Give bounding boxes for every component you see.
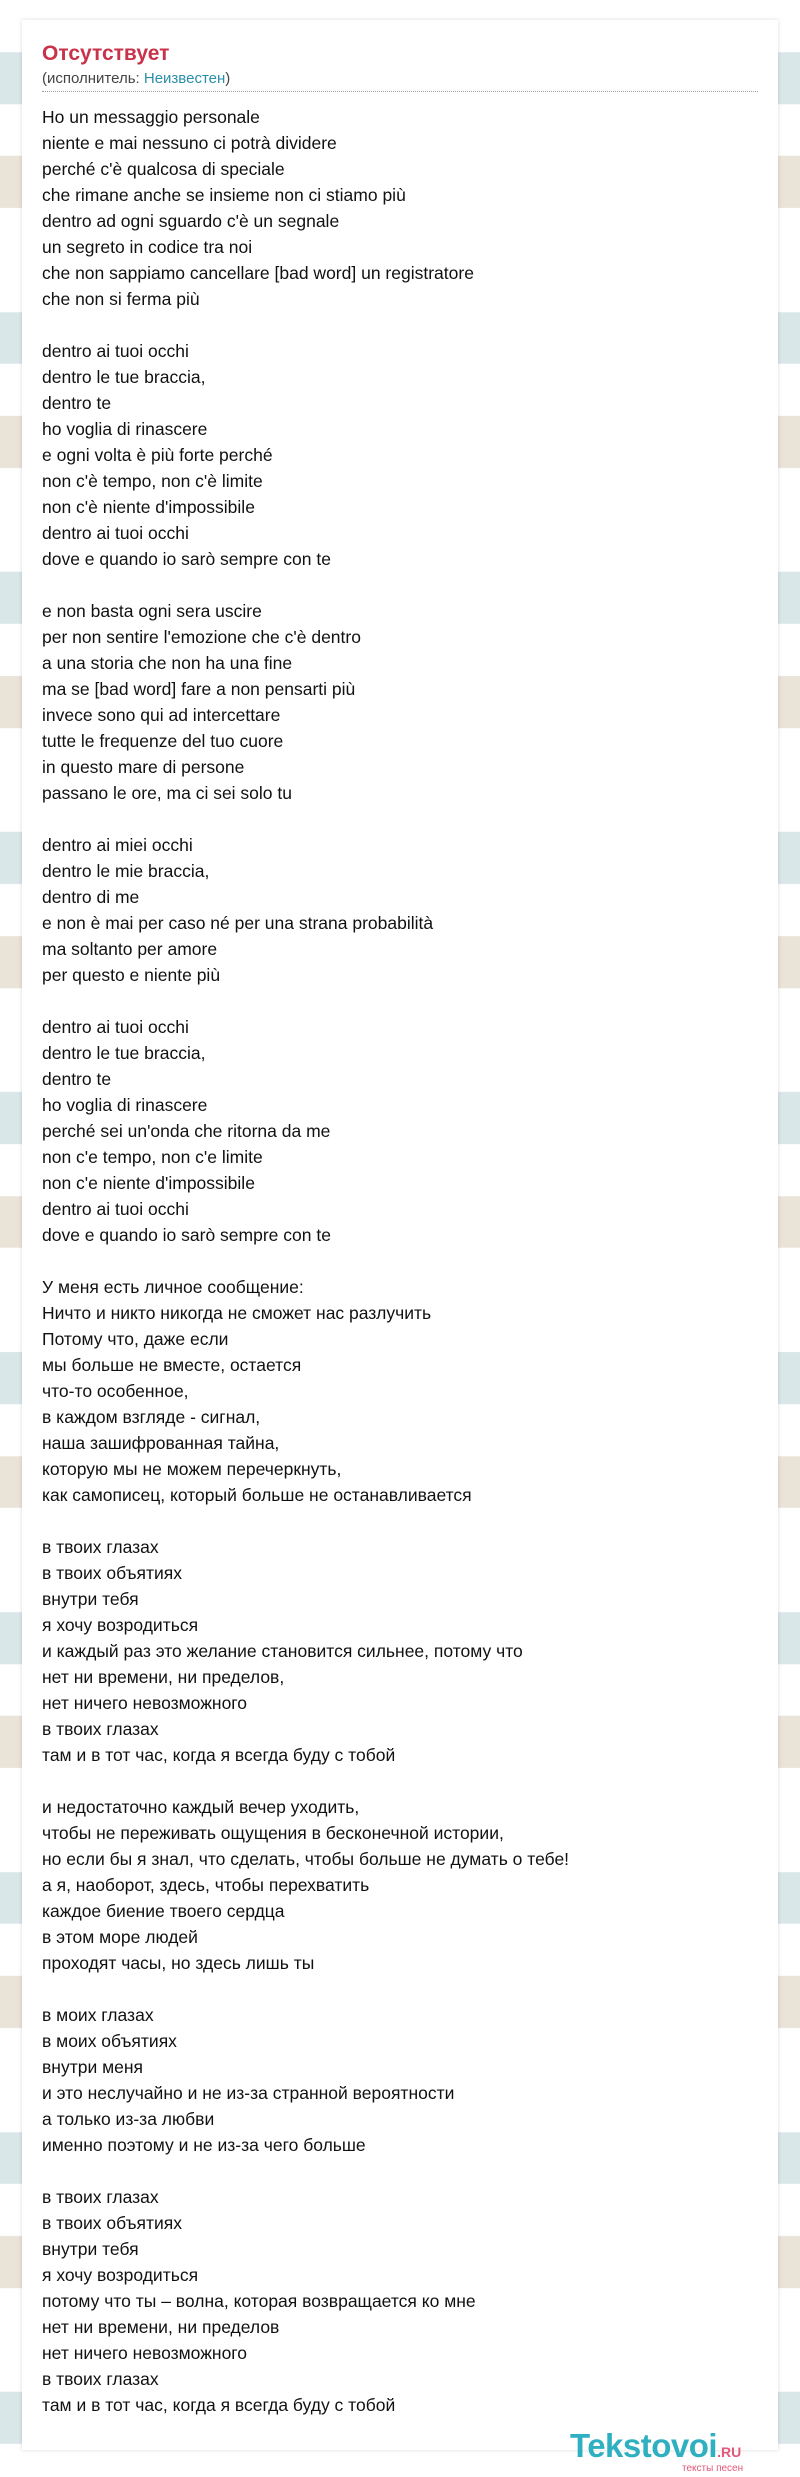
song-title: Отсутствует: [42, 42, 170, 65]
divider: [42, 91, 758, 92]
logo-domain: .RU: [717, 2444, 742, 2460]
lyrics-card: [22, 20, 778, 2474]
lyrics-text: Ho un messaggio personale niente e mai nessuno ci potrà dividere perché c'è qualcosa di speciale che rimane anche se insieme non ci stiamo più dentro ad ogni sguardo c'è un segnale un segreto in codice tra noi che non sappiamo cancellare [bad word] un registratore che non si ferma più dentro ai tuoi occhi dentro le tue braccia, dentro te ho voglia di rinascere e ogni volta è più forte perché non c'è tempo, non c'è limite non c'è niente d'impossibile dentro ai tuoi occhi dove e quando io sarò sempre con te e non basta ogni sera uscire per non sentire l'emozione che c'è dentro a una storia che non ha una fine ma se [bad word] fare a non pensarti più invece sono qui ad intercettare tutte le frequenze del tuo cuore in questo mare di persone passano le ore, ma ci sei solo tu dentro ai miei occhi dentro le mie braccia, dentro di me e non è mai per caso né per una strana probabilità ma soltanto per amore per questo e niente più dentro ai tuoi occhi dentro le tue braccia, dentro te ho voglia di rinascere perché sei un'onda che ritorna da me non c'e tempo, non c'e limite non c'e niente d'impossibile dentro ai tuoi occhi dove e quando io sarò sempre con te У меня есть личное сообщение: Ничто и никто никогда не сможет нас разлучить Потому что, даже если мы больше не вместе, остается что-то особенное, в каждом взгляде - сигнал, наша зашифрованная тайна, которую мы не можем перечеркнуть, как самописец, который больше не останавливается в твоих глазах в твоих объятиях внутри тебя я хочу возродиться и каждый раз это желание становится сильнее, потому что нет ни времени, ни пределов, нет ничего невозможного в твоих глазах там и в тот час, когда я всегда буду с тобой и недостаточно каждый вечер уходить, чтобы не переживать ощущения в бесконечной истории, но если бы я знал, что сделать, чтобы больше не думать о тебе! а я, наоборот, здесь, чтобы перехватить каждое биение твоего сердца в этом море людей проходят часы, но здесь лишь ты в моих глазах в моих объятиях внутри меня и это неслучайно и не из-за странной вероятности а только из-за любви именно поэтому и не из-за чего больше в твоих глазах в твоих объятиях внутри тебя я хочу возродиться потому что ты – волна, которая возвращается ко мне нет ни времени, ни пределов нет ничего невозможного в твоих глазах там и в тот час, когда я всегда буду с тобой: [42, 107, 570, 2415]
logo-tagline: тексты песен: [682, 2463, 744, 2474]
artist-prefix: (исполнитель:: [42, 70, 144, 87]
artist-suffix: ): [225, 70, 231, 87]
artist-link[interactable]: Неизвестен: [143, 70, 226, 87]
artist-line: [42, 70, 230, 87]
logo-text: Tekstovoi: [570, 2427, 718, 2464]
